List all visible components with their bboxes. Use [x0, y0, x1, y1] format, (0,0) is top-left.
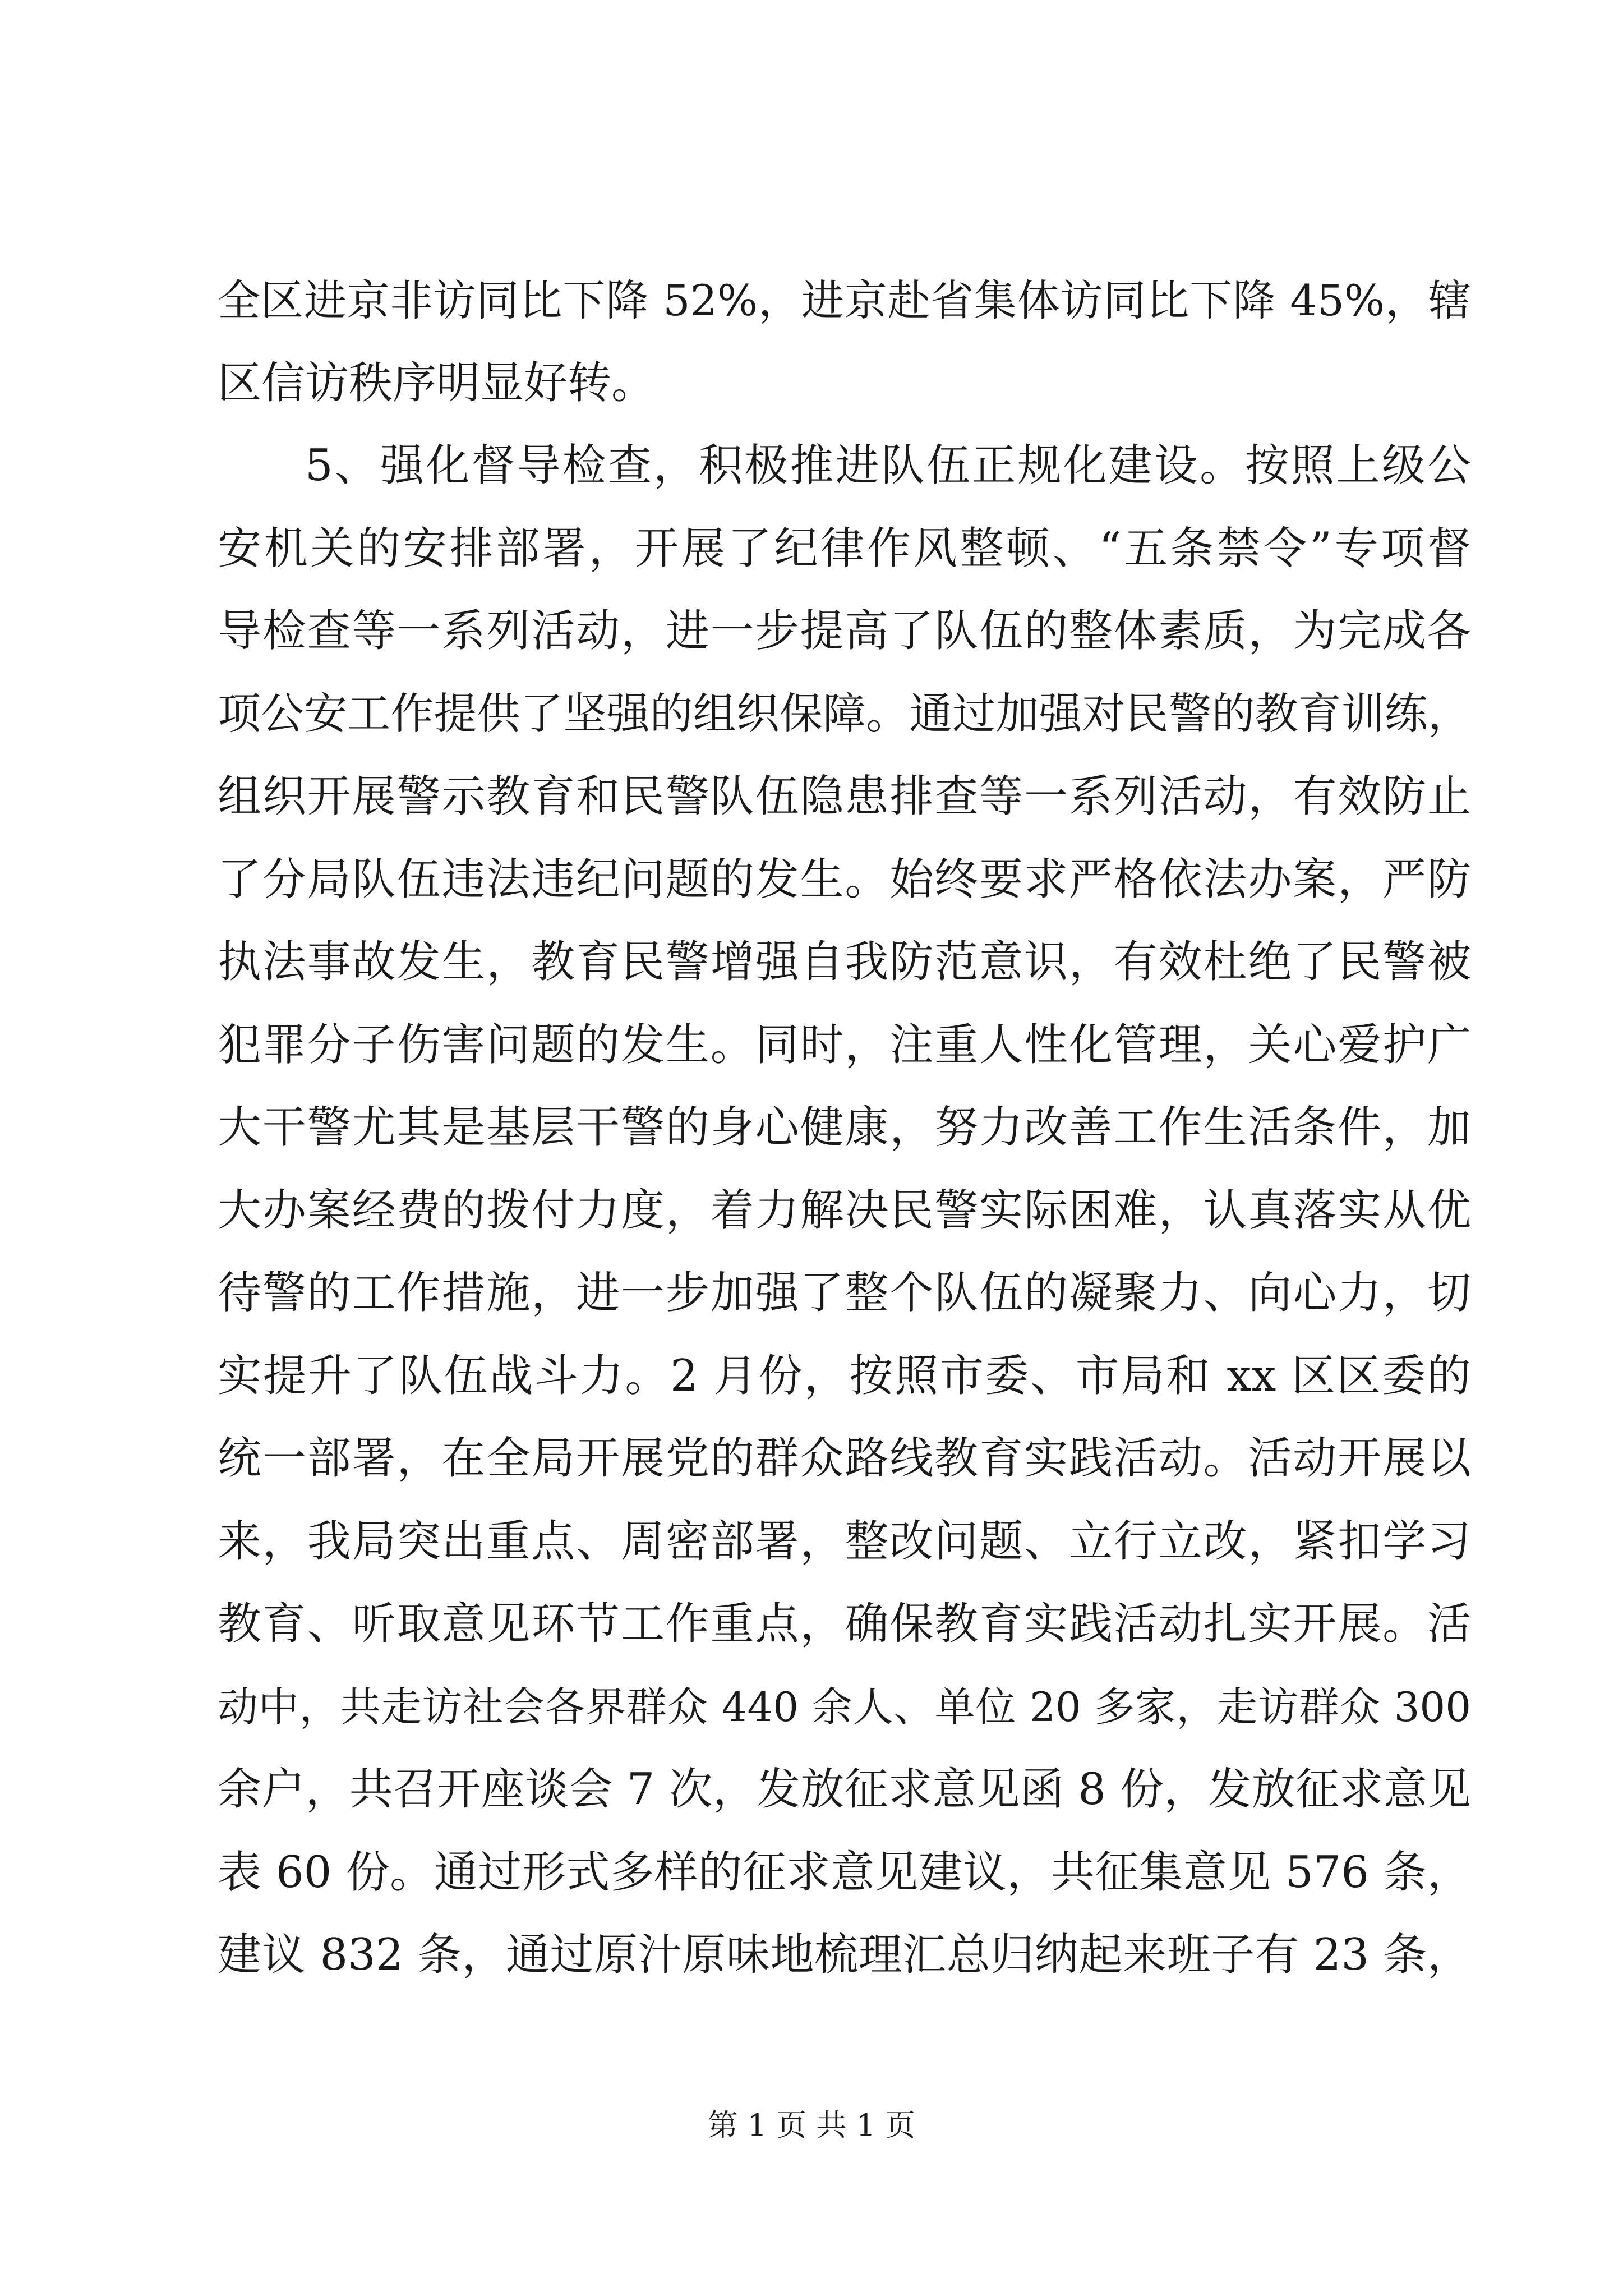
text-line: 待警的工作措施，进一步加强了整个队伍的凝聚力、向心力，切: [218, 1268, 1471, 1318]
text-line: 了分局队伍违法违纪问题的发生。始终要求严格依法办案，严防: [218, 854, 1471, 905]
text-line: 动中，共走访社会各界群众 440 余人、单位 20 多家，走访群众 300: [218, 1683, 1471, 1731]
text-line: 全区进京非访同比下降 52%，进京赴省集体访同比下降 45%，辖: [218, 275, 1471, 325]
text-line: 大办案经费的拨付力度，着力解决民警实际困难，认真落实从优: [218, 1185, 1471, 1236]
paragraph-first-line: 5、强化督导检查，积极推进队伍正规化建设。按照上级公: [305, 440, 1471, 491]
page-footer: 第 1 页 共 1 页: [707, 2108, 916, 2143]
text-line: 大干警尤其是基层干警的身心健康，努力改善工作生活条件，加: [218, 1102, 1471, 1153]
text-line: 余户，共召开座谈会 7 次，发放征求意见函 8 份，发放征求意见: [218, 1764, 1471, 1815]
text-line: 安机关的安排部署，开展了纪律作风整顿、“五条禁令”专项督: [218, 523, 1471, 574]
body-text: [218, 259, 1471, 1997]
text-line: 犯罪分子伤害问题的发生。同时，注重人性化管理，关心爱护广: [218, 1019, 1471, 1070]
text-line: 组织开展警示教育和民警队伍隐患排查等一系列活动，有效防止: [218, 771, 1471, 822]
text-line: 教育、听取意见环节工作重点，确保教育实践活动扎实开展。活: [218, 1599, 1471, 1649]
text-line: 统一部署，在全局开展党的群众路线教育实践活动。活动开展以: [218, 1433, 1471, 1484]
text-line: 建议 832 条，通过原汁原味地梳理汇总归纳起来班子有 23 条，: [218, 1930, 1471, 1980]
text-line: 项公安工作提供了坚强的组织保障。通过加强对民警的教育训练，: [218, 689, 1471, 739]
text-line: 区信访秩序明显好转。: [218, 357, 656, 408]
text-line: 导检查等一系列活动，进一步提高了队伍的整体素质，为完成各: [218, 606, 1471, 656]
text-line: 实提升了队伍战斗力。2 月份，按照市委、市局和 xx 区区委的: [218, 1350, 1471, 1401]
text-line: 来，我局突出重点、周密部署，整改问题、立行立改，紧扣学习: [218, 1516, 1471, 1567]
text-line: 执法事故发生，教育民警增强自我防范意识，有效杜绝了民警被: [218, 937, 1471, 987]
text-line: 表 60 份。通过形式多样的征求意见建议，共征集意见 576 条，: [218, 1847, 1471, 1898]
